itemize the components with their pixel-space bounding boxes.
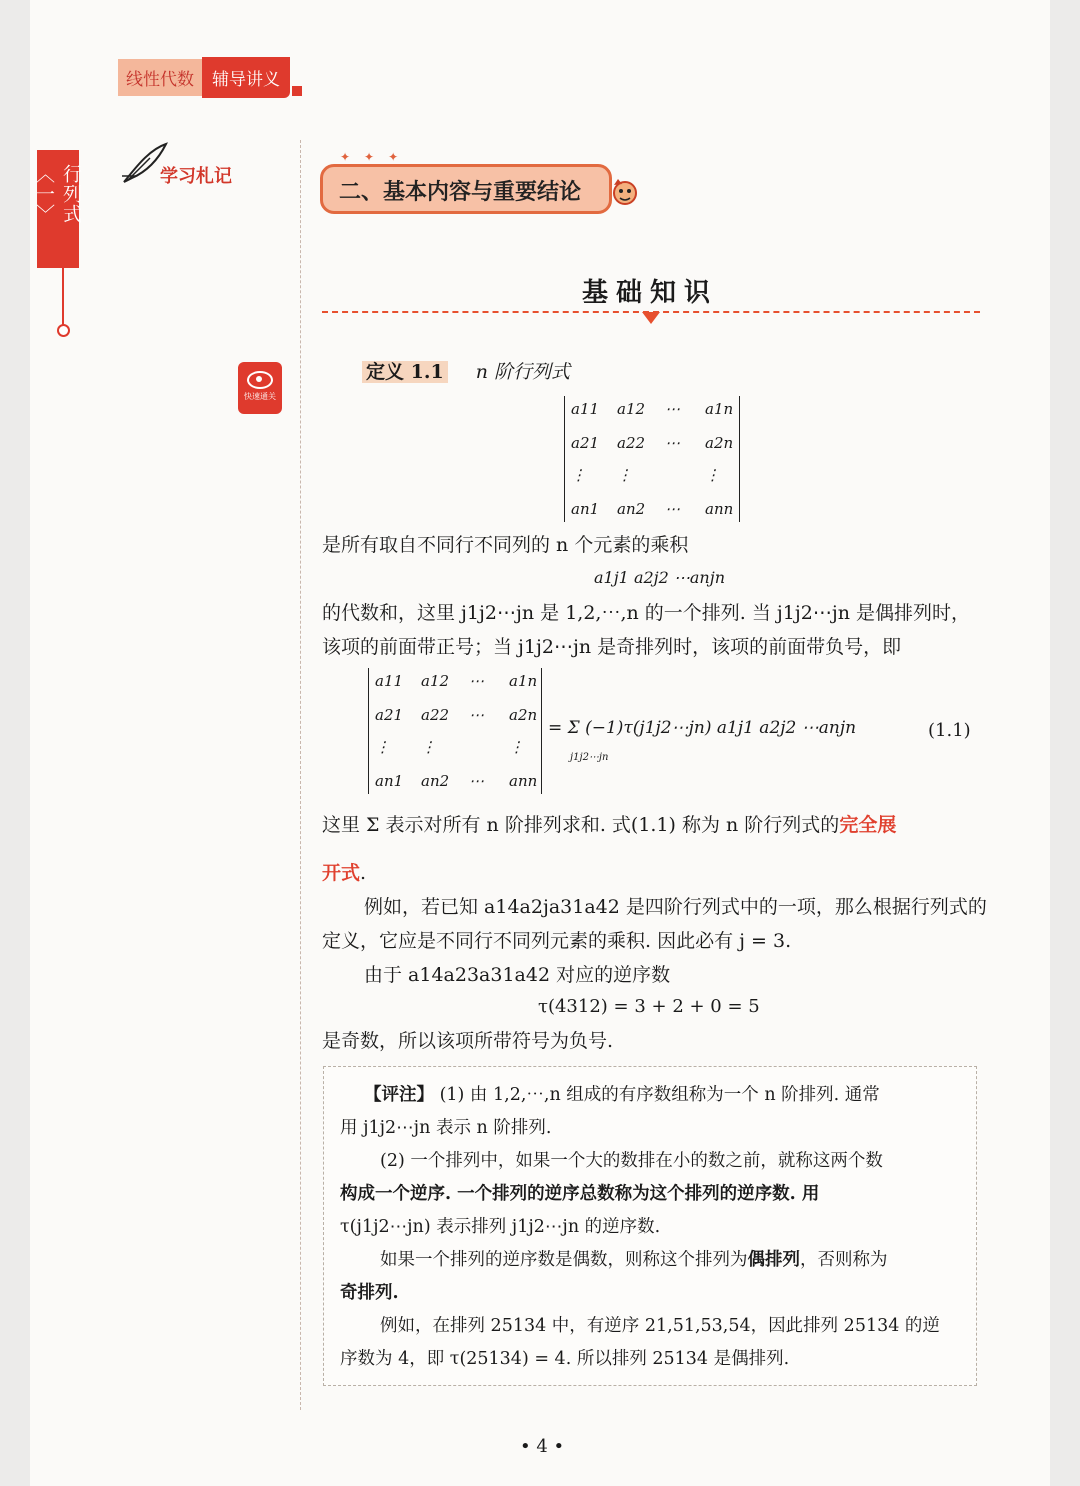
margin-divider	[300, 140, 301, 1410]
example-line-1: 例如，若已知 a14a2ja31a42 是四阶行列式中的一项，那么根据行列式的	[364, 896, 987, 918]
remark-line-3: (2) 一个排列中，如果一个大的数排在小的数之前，就称这两个数	[380, 1151, 883, 1171]
sum-subscript: j1j2⋯jn	[570, 752, 609, 763]
eye-icon	[247, 371, 273, 389]
tau-formula: τ(4312) = 3 + 2 + 0 = 5	[538, 996, 760, 1017]
remark-line-5: τ(j1j2⋯jn) 表示排列 j1j2⋯jn 的逆序数.	[340, 1217, 661, 1237]
remark-line-1	[364, 1083, 880, 1107]
complete-expansion-term-cont: 开式	[322, 862, 361, 884]
determinant-entry: ann	[509, 772, 538, 790]
complete-expansion-term: 完全展	[839, 814, 897, 836]
determinant-entry: ⋮	[509, 738, 524, 756]
determinant-entry: a2n	[705, 434, 734, 452]
determinant-1	[564, 396, 740, 522]
chapter-tab: 行列式〈一〉	[37, 150, 79, 268]
determinant-entry: a1n	[509, 672, 538, 690]
quick-pass-badge	[238, 362, 282, 414]
paragraph-4-period: .	[360, 862, 367, 884]
determinant-entry: ann	[705, 500, 734, 518]
determinant-entry: a11	[571, 400, 600, 418]
example-line-3: 由于 a14a23a31a42 对应的逆序数	[364, 964, 671, 986]
example-line-2: 定义，它应是不同行不同列元素的乘积. 因此必有 j = 3.	[322, 930, 792, 952]
book-title-part1: 线性代数	[118, 59, 202, 96]
determinant-entry: ⋮	[571, 466, 586, 484]
paragraph-4	[322, 808, 896, 842]
paragraph-3: 该项的前面带正号；当 j1j2⋯jn 是奇排列时，该项的前面带负号，即	[322, 636, 902, 658]
expansion-formula: = Σ (−1)τ(j1j2⋯jn) a1j1 a2j2 ⋯anjn	[548, 718, 857, 738]
determinant-entry: ⋮	[375, 738, 390, 756]
determinant-2	[368, 668, 542, 794]
determinant-entry: a22	[421, 706, 450, 724]
determinant-entry: an2	[617, 500, 646, 518]
even-permutation-term: 偶排列	[747, 1250, 800, 1270]
determinant-entry: an1	[571, 500, 600, 518]
study-notes-label	[120, 140, 260, 190]
determinant-entry: a22	[617, 434, 646, 452]
page-title: 基础知识	[581, 278, 718, 308]
determinant-entry: a1n	[705, 400, 734, 418]
example-line-4: 是奇数，所以该项所带符号为负号.	[322, 1030, 614, 1052]
mascot-icon	[610, 175, 640, 213]
determinant-entry: a11	[375, 672, 404, 690]
remark-box	[323, 1066, 977, 1386]
remark-line-1-text: (1) 由 1,2,⋯,n 组成的有序数组称为一个 n 阶排列. 通常	[439, 1085, 880, 1105]
remark-line-6a: 如果一个排列的逆序数是偶数，则称这个排列为	[380, 1250, 748, 1270]
chapter-tab-line	[62, 268, 64, 326]
determinant-entry: ⋯	[469, 772, 484, 790]
determinant-entry: ⋯	[665, 434, 680, 452]
determinant-entry: a21	[571, 434, 600, 452]
paragraph-4-cont	[322, 856, 366, 890]
remark-tag: 【评注】	[364, 1085, 434, 1105]
definition-line	[362, 357, 570, 384]
notes-title: 学习札记	[160, 166, 232, 187]
remark-line-4: 构成一个逆序. 一个排列的逆序总数称为这个排列的逆序数. 用	[340, 1184, 820, 1204]
decorative-stars: ✦✦✦	[340, 150, 413, 164]
quick-pass-label: 快速通关	[244, 392, 276, 401]
remark-line-6	[380, 1248, 888, 1272]
remark-line-8: 例如，在排列 25134 中，有逆序 21,51,53,54，因此排列 25134 的逆	[380, 1316, 940, 1336]
determinant-entry: an2	[421, 772, 450, 790]
determinant-entry: an1	[375, 772, 404, 790]
determinant-entry: ⋯	[469, 672, 484, 690]
chapter-tab-dot	[57, 324, 70, 337]
determinant-entry: a21	[375, 706, 404, 724]
book-title-part2: 辅导讲义	[202, 57, 290, 98]
paragraph-4-text: 这里 Σ 表示对所有 n 阶排列求和. 式(1.1) 称为 n 阶行列式的	[322, 814, 840, 836]
determinant-entry: ⋮	[705, 466, 720, 484]
determinant-entry: a12	[617, 400, 646, 418]
section-heading	[320, 164, 612, 214]
page-number: • 4 •	[520, 1436, 565, 1457]
definition-tag: 定义 1.1	[362, 361, 448, 383]
paragraph-2: 的代数和，这里 j1j2⋯jn 是 1,2,⋯,n 的一个排列. 当 j1j2⋯jn 是偶排列时，	[322, 602, 971, 624]
determinant-entry: a12	[421, 672, 450, 690]
header-corner-mark	[292, 86, 302, 96]
determinant-entry: ⋯	[469, 706, 484, 724]
paragraph-1: 是所有取自不同行不同列的 n 个元素的乘积	[322, 534, 689, 556]
remark-line-6c: ，否则称为	[800, 1250, 888, 1270]
section-heading-text: 二、基本内容与重要结论	[339, 180, 582, 205]
product-formula: a1j1 a2j2 ⋯anjn	[594, 568, 725, 587]
determinant-entry: ⋮	[421, 738, 436, 756]
equation-number: (1.1)	[928, 720, 971, 741]
determinant-entry: a2n	[509, 706, 538, 724]
remark-line-9: 序数为 4，即 τ(25134) = 4. 所以排列 25134 是偶排列.	[340, 1349, 790, 1369]
title-marker	[642, 312, 660, 324]
determinant-entry: ⋯	[665, 500, 680, 518]
odd-permutation-term: 奇排列.	[340, 1283, 399, 1303]
determinant-entry: ⋮	[617, 466, 632, 484]
determinant-entry: ⋯	[665, 400, 680, 418]
definition-text: n 阶行列式	[475, 361, 570, 383]
remark-line-2: 用 j1j2⋯jn 表示 n 阶排列.	[340, 1118, 552, 1138]
book-header	[118, 58, 302, 96]
